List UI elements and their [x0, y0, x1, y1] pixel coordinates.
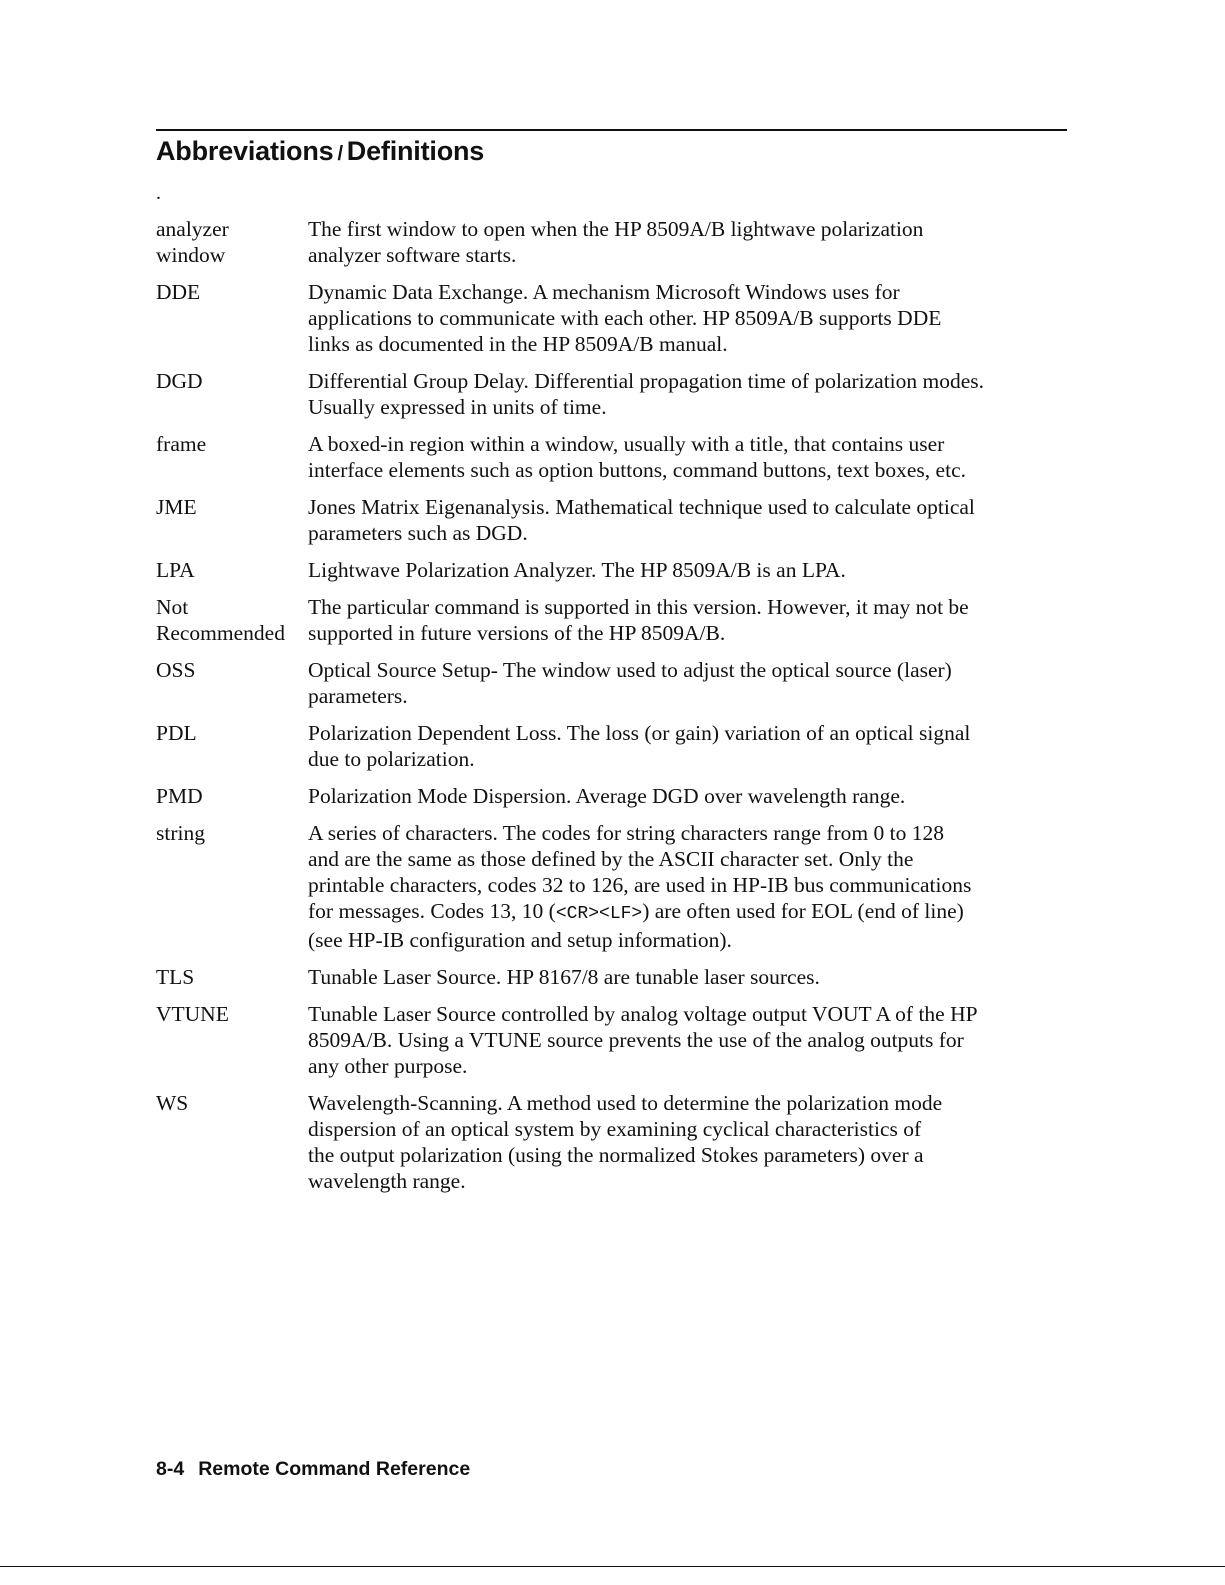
definition-text: ) are often used for EOL (end of line) (see HP-IB configuration and setup information).	[308, 899, 964, 952]
glossary-term: string	[156, 821, 205, 845]
glossary-entry-lpa	[156, 557, 1066, 583]
glossary-definition: Polarization Mode Dispersion. Average DGD over wavelength range.	[308, 784, 906, 808]
glossary-entry-oss	[156, 657, 1066, 709]
glossary-term: LPA	[156, 558, 195, 582]
bottom-rule	[0, 1566, 1225, 1567]
glossary-term: DGD	[156, 369, 203, 393]
glossary-definition: Tunable Laser Source. HP 8167/8 are tunable laser sources.	[308, 965, 820, 989]
glossary-definition: Dynamic Data Exchange. A mechanism Microsoft Windows uses for applications to communicate with each other. HP 8509A/B supports DDE links as documented in the HP 8509A/B manual.	[308, 280, 942, 356]
glossary-entry-tls	[156, 964, 1066, 990]
glossary-definition: The first window to open when the HP 8509A/B lightwave polarization analyzer software starts.	[308, 217, 924, 267]
glossary-definition: Lightwave Polarization Analyzer. The HP 8509A/B is an LPA.	[308, 558, 846, 582]
section-title-separator: /	[337, 143, 343, 165]
glossary-term: Not Recommended	[156, 595, 285, 645]
glossary-definition	[308, 820, 1066, 953]
glossary-entry-dgd	[156, 368, 1066, 420]
glossary-entry-string	[156, 820, 1066, 953]
glossary-entry-pmd	[156, 783, 1066, 809]
glossary-entry-vtune	[156, 1001, 1066, 1079]
footer-section-name: Remote Command Reference	[198, 1458, 471, 1480]
glossary-term: PMD	[156, 784, 203, 808]
definition-text: A series of characters. The codes for string characters range from 0 to 128 and are the same as those defined by the ASCII character set. Only the printable characters, codes 32 to 126, are used in HP-IB bus communications for messages. Codes 13, 10 (	[308, 821, 972, 923]
section-title	[156, 134, 484, 171]
glossary-term: JME	[156, 495, 197, 519]
glossary-definition: The particular command is supported in this version. However, it may not be supported in future versions of the HP 8509A/B.	[308, 595, 969, 645]
code-sequence: <CR><LF>	[555, 904, 643, 924]
glossary-entry-jme	[156, 494, 1066, 546]
glossary-definition: Tunable Laser Source controlled by analog voltage output VOUT A of the HP 8509A/B. Using a VTUNE source prevents the use of the analog outputs for any other purpose.	[308, 1002, 978, 1078]
glossary-list	[156, 216, 1066, 1205]
glossary-entry-ws	[156, 1090, 1066, 1194]
page-number: 8-4	[156, 1458, 185, 1480]
glossary-definition: Optical Source Setup- The window used to adjust the optical source (laser) parameters.	[308, 658, 952, 708]
glossary-term: DDE	[156, 280, 201, 304]
glossary-entry-pdl	[156, 720, 1066, 772]
section-title-part1: Abbreviations	[156, 136, 334, 166]
glossary-definition: Polarization Dependent Loss. The loss (or gain) variation of an optical signal due to polarization.	[308, 721, 971, 771]
glossary-definition: A boxed-in region within a window, usually with a title, that contains user interface elements such as option buttons, command buttons, text boxes, etc.	[308, 432, 966, 482]
glossary-definition: Wavelength-Scanning. A method used to determine the polarization mode dispersion of an optical system by examining cyclical characteristics of the output polarization (using the normalized Stokes parameters) over a wavelength range.	[308, 1091, 943, 1193]
glossary-term: PDL	[156, 721, 197, 745]
glossary-term: TLS	[156, 965, 195, 989]
glossary-term: WS	[156, 1091, 189, 1115]
glossary-definition: Differential Group Delay. Differential propagation time of polarization modes. Usually expressed in units of time.	[308, 369, 985, 419]
glossary-entry-dde	[156, 279, 1066, 357]
top-rule	[156, 129, 1067, 131]
glossary-entry-not-recommended	[156, 594, 1066, 646]
page-footer	[156, 1457, 470, 1481]
section-title-part2: Definitions	[346, 136, 485, 166]
glossary-definition: Jones Matrix Eigenanalysis. Mathematical technique used to calculate optical parameters such as DGD.	[308, 495, 975, 545]
glossary-entry-frame	[156, 431, 1066, 483]
glossary-term: OSS	[156, 658, 196, 682]
glossary-term: analyzer window	[156, 217, 229, 267]
stray-mark: .	[156, 182, 161, 204]
glossary-term: frame	[156, 432, 207, 456]
glossary-entry-analyzer-window	[156, 216, 1066, 268]
glossary-term: VTUNE	[156, 1002, 229, 1026]
